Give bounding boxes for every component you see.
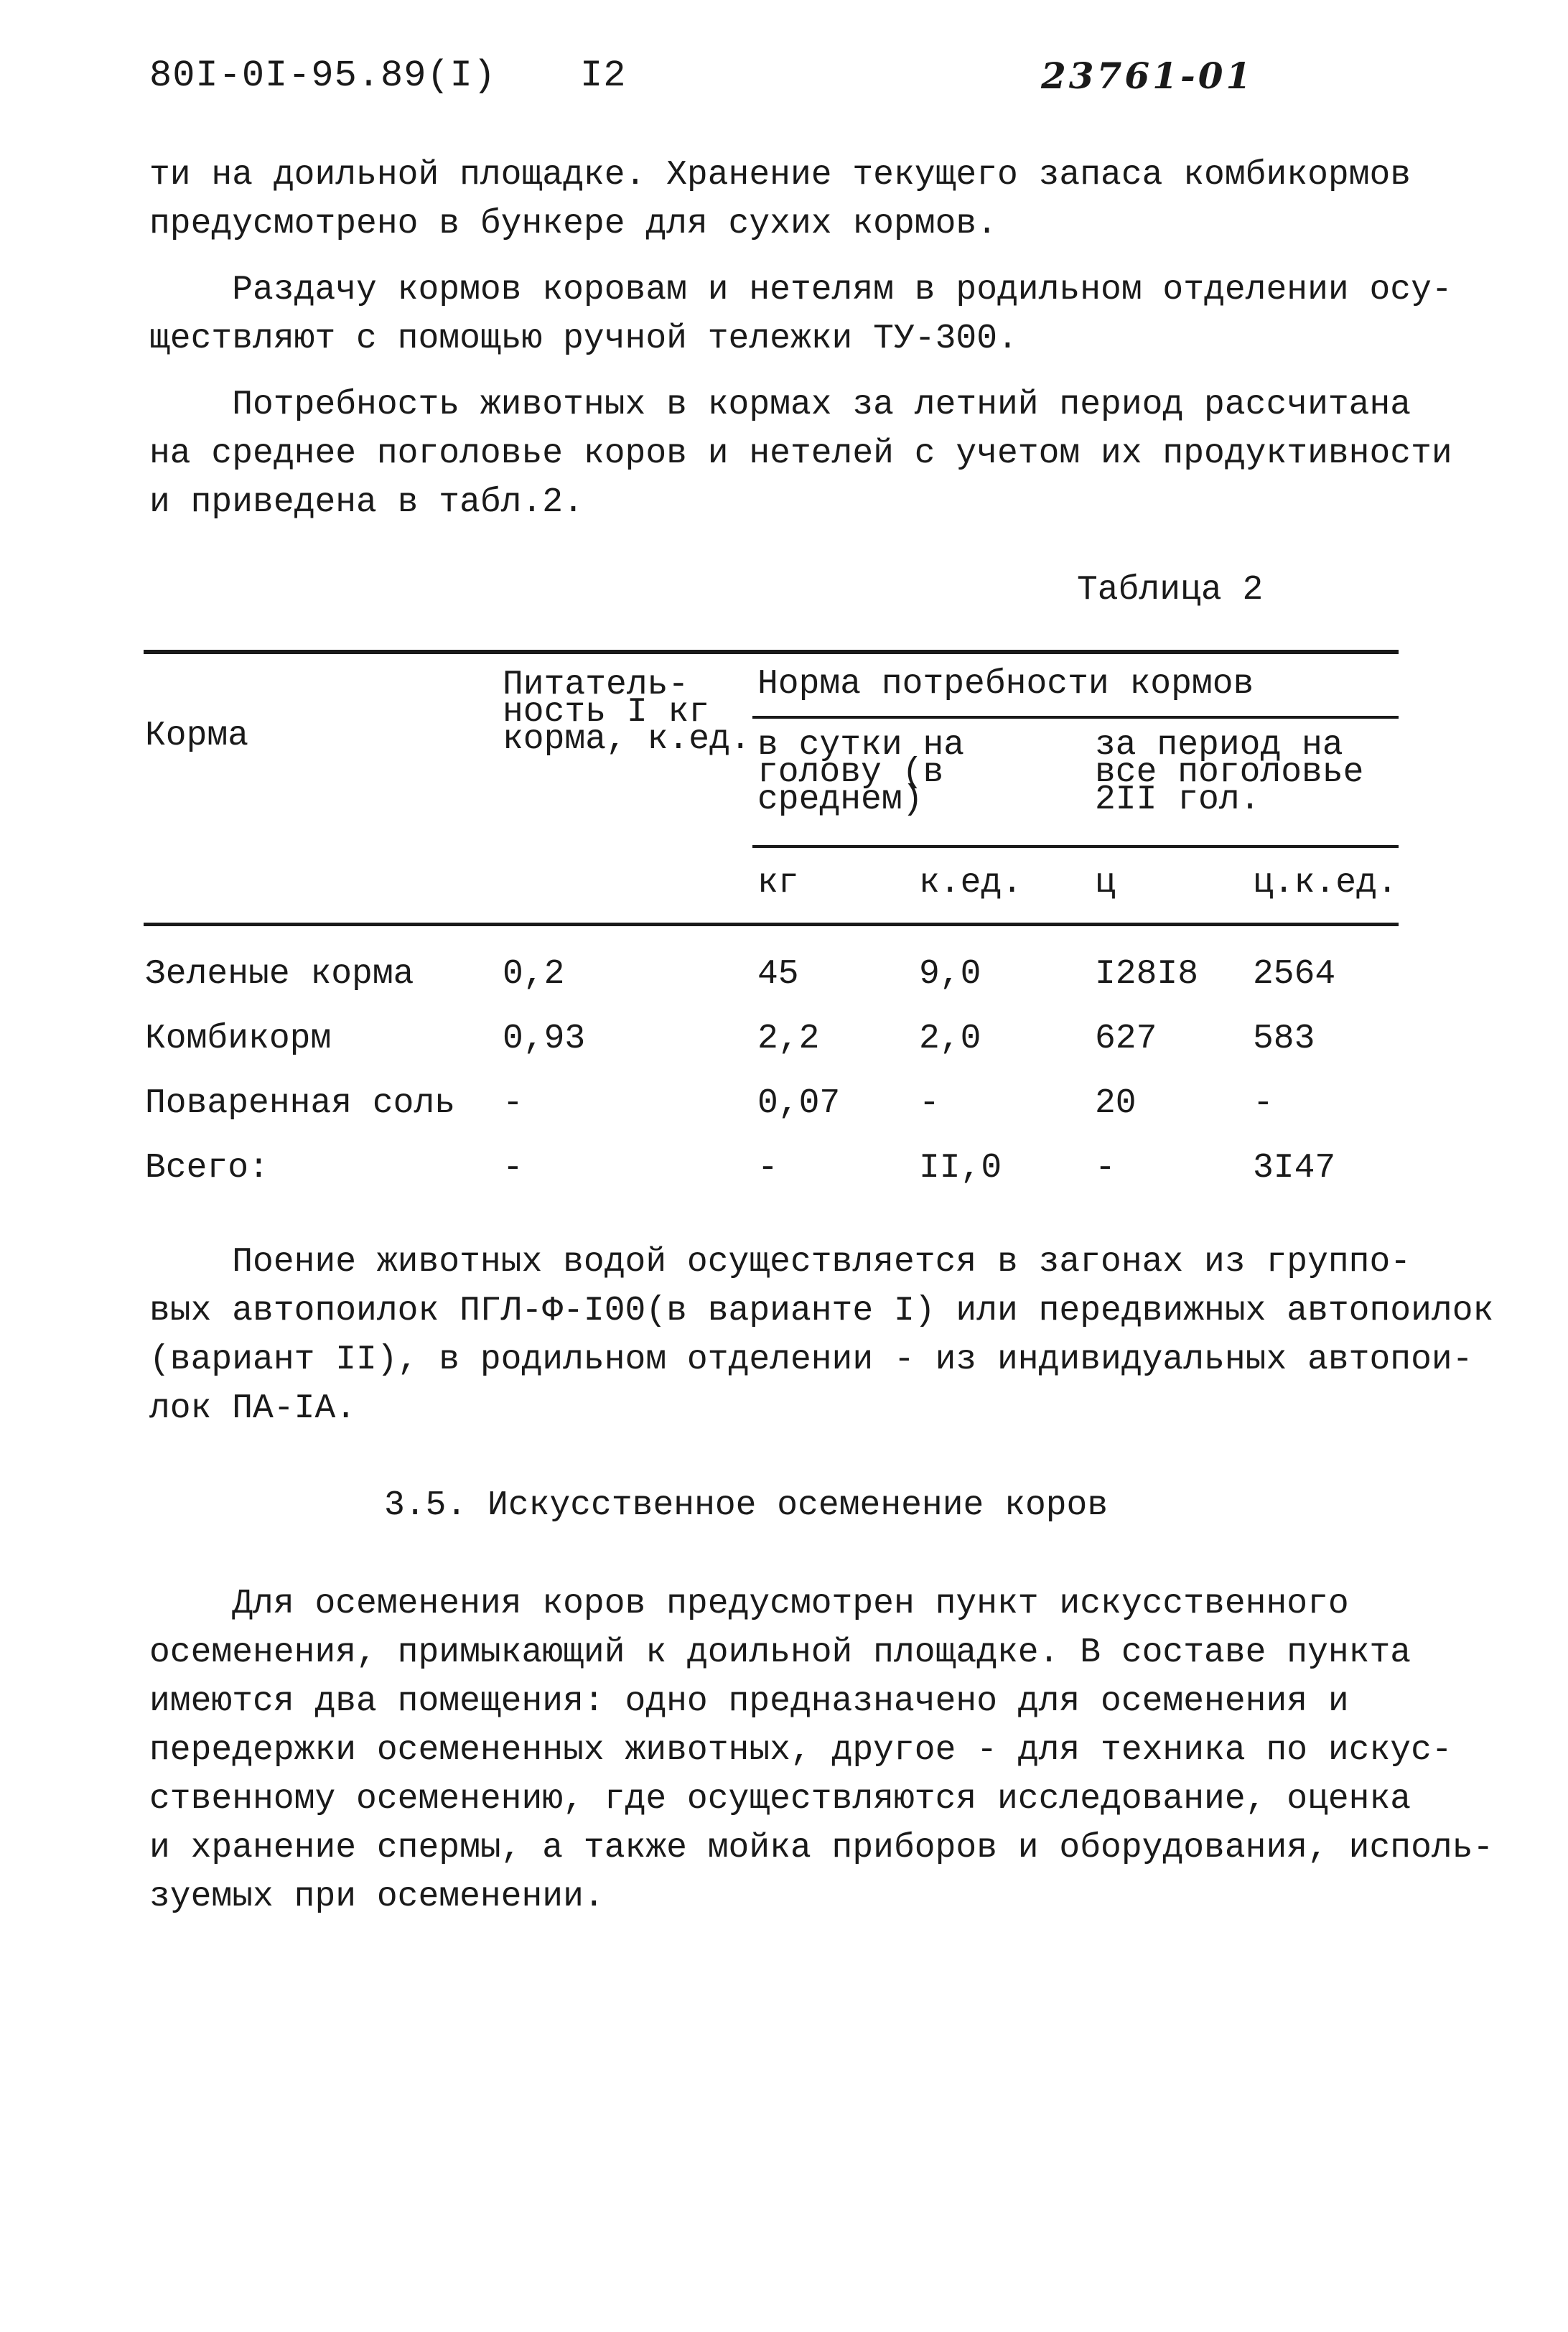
text-line: передержки осемененных животных, другое - для техника по искус- — [149, 1731, 1452, 1770]
row-period-units: 583 — [1253, 1020, 1315, 1058]
section-title: 3.5. Искусственное осеменение коров — [384, 1486, 1109, 1525]
row-period-c: 20 — [1095, 1084, 1137, 1123]
text-line: предусмотрено в бункере для сухих кормов. — [149, 205, 997, 243]
text-line: Поение животных водой осуществляется в загонах из группо- — [149, 1243, 1411, 1282]
header-nutrition: Питатель- ность I кг корма, к.ед. — [503, 666, 751, 759]
row-day-units: II,0 — [919, 1149, 1002, 1188]
text-line: ществляют с помощью ручной тележки ТУ-300. — [149, 320, 1018, 358]
document-code: 80I-0I-95.89(I) — [149, 55, 497, 97]
text-line: Для осеменения коров предусмотрен пункт искусственного — [149, 1585, 1349, 1623]
text-line: и приведена в табл.2. — [149, 483, 584, 522]
unit-kg: кг — [757, 864, 799, 903]
text-line: имеются два помещения: одно предназначено для осеменения и — [149, 1682, 1349, 1721]
row-feed: Всего: — [145, 1149, 269, 1188]
paragraph-3 — [149, 381, 1452, 527]
page-number: I2 — [580, 55, 627, 97]
row-period-c: - — [1095, 1149, 1116, 1188]
row-feed: Поваренная соль — [145, 1084, 456, 1123]
unit-centner: ц — [1095, 864, 1116, 903]
row-nutrition: - — [503, 1084, 523, 1123]
text-line: вых автопоилок ПГЛ-Ф-I00(в варианте I) или передвижных автопоилок — [149, 1292, 1494, 1330]
text-line: Потребность животных в кормах за летний период рассчитана — [149, 386, 1411, 424]
text-line: (вариант II), в родильном отделении - из индивидуальных автопои- — [149, 1340, 1473, 1379]
paragraph-watering — [149, 1238, 1494, 1433]
row-day-kg: - — [757, 1149, 778, 1188]
paragraph-2 — [149, 266, 1452, 363]
row-period-units: 3I47 — [1253, 1149, 1336, 1188]
units-header-rule — [752, 845, 1399, 848]
row-day-units: 2,0 — [919, 1020, 981, 1058]
text-line: лок ПА-IА. — [149, 1389, 357, 1428]
table-top-rule — [144, 650, 1399, 654]
row-day-kg: 2,2 — [757, 1020, 820, 1058]
row-nutrition: - — [503, 1149, 523, 1188]
feed-table — [144, 650, 1399, 1203]
row-period-units: - — [1253, 1084, 1274, 1123]
text-line: ти на доильной площадке. Хранение текущего запаса комбикормов — [149, 156, 1411, 195]
row-period-c: 627 — [1095, 1020, 1157, 1058]
unit-centner-feed-units: ц.к.ед. — [1253, 864, 1398, 903]
row-period-units: 2564 — [1253, 955, 1336, 994]
table-caption: Таблица 2 — [1077, 571, 1264, 610]
text-line: ственному осеменению, где осуществляются исследование, оценка — [149, 1780, 1411, 1819]
text-line: зуемых при осеменении. — [149, 1878, 605, 1916]
row-nutrition: 0,93 — [503, 1020, 586, 1058]
header-norm: Норма потребности кормов — [757, 665, 1254, 704]
handwritten-number: 23761-01 — [1041, 55, 1254, 97]
text-line: осеменения, примыкающий к доильной площадке. В составе пункта — [149, 1633, 1411, 1672]
paragraph-insemination — [149, 1580, 1494, 1921]
header-bottom-rule — [144, 923, 1399, 926]
norm-header-rule — [752, 716, 1399, 719]
row-day-kg: 45 — [757, 955, 799, 994]
row-day-kg: 0,07 — [757, 1084, 841, 1123]
header-feed: Корма — [145, 717, 249, 755]
header-per-day: в сутки на голову (в среднем) — [757, 726, 965, 819]
row-nutrition: 0,2 — [503, 955, 565, 994]
unit-feed-units: к.ед. — [919, 864, 1023, 903]
row-feed: Зеленые корма — [145, 955, 414, 994]
row-period-c: I28I8 — [1095, 955, 1199, 994]
text-line: и хранение спермы, а также мойка приборов и оборудования, исполь- — [149, 1829, 1494, 1867]
row-feed: Комбикорм — [145, 1020, 332, 1058]
row-day-units: - — [919, 1084, 940, 1123]
header-per-period: за период на все поголовье 2II гол. — [1095, 726, 1364, 819]
row-day-units: 9,0 — [919, 955, 981, 994]
text-line: Раздачу кормов коровам и нетелям в родильном отделении осу- — [149, 271, 1452, 309]
paragraph-1 — [149, 151, 1434, 248]
text-line: на среднее поголовье коров и нетелей с учетом их продуктивности — [149, 434, 1452, 473]
